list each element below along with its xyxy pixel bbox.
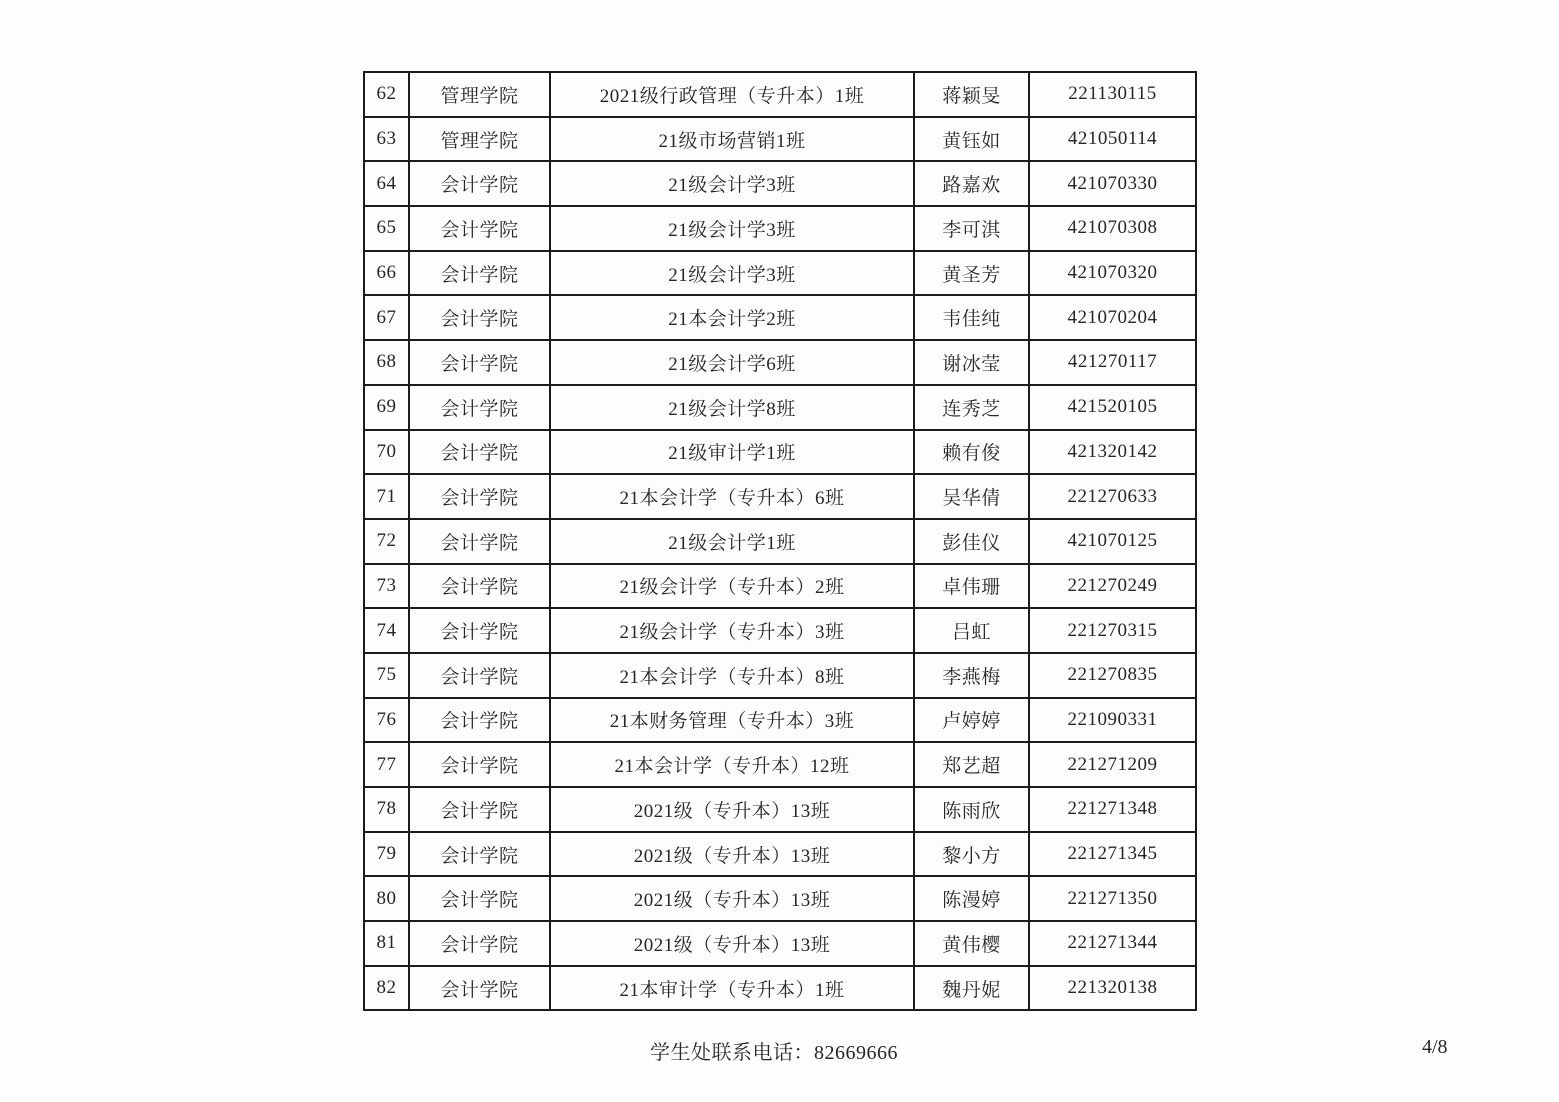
table-row	[364, 251, 1196, 296]
cell-no: 65	[364, 206, 409, 251]
cell-id: 221270249	[1029, 564, 1196, 609]
cell-id: 221270633	[1029, 474, 1196, 519]
cell-no: 68	[364, 340, 409, 385]
table-row	[364, 206, 1196, 251]
cell-college: 会计学院	[409, 161, 550, 206]
cell-name: 黎小方	[914, 832, 1029, 877]
cell-no: 66	[364, 251, 409, 296]
cell-no: 70	[364, 430, 409, 475]
cell-no: 63	[364, 117, 409, 162]
cell-name: 黄伟樱	[914, 921, 1029, 966]
cell-no: 67	[364, 295, 409, 340]
cell-name: 卢婷婷	[914, 698, 1029, 743]
cell-no: 81	[364, 921, 409, 966]
cell-no: 69	[364, 385, 409, 430]
cell-class: 21本审计学（专升本）1班	[550, 966, 914, 1011]
cell-college: 会计学院	[409, 340, 550, 385]
cell-no: 79	[364, 832, 409, 877]
cell-college: 会计学院	[409, 787, 550, 832]
cell-class: 21本会计学（专升本）8班	[550, 653, 914, 698]
cell-class: 21本会计学（专升本）12班	[550, 742, 914, 787]
table-row	[364, 474, 1196, 519]
cell-id: 221271345	[1029, 832, 1196, 877]
cell-name: 卓伟珊	[914, 564, 1029, 609]
cell-id: 421070330	[1029, 161, 1196, 206]
cell-class: 21级会计学3班	[550, 161, 914, 206]
table-row	[364, 385, 1196, 430]
page-number: 4/8	[1422, 1036, 1448, 1058]
table-row	[364, 742, 1196, 787]
cell-college: 会计学院	[409, 698, 550, 743]
cell-college: 会计学院	[409, 832, 550, 877]
cell-class: 21级市场营销1班	[550, 117, 914, 162]
cell-no: 82	[364, 966, 409, 1011]
cell-college: 会计学院	[409, 564, 550, 609]
cell-no: 76	[364, 698, 409, 743]
cell-college: 会计学院	[409, 742, 550, 787]
cell-college: 会计学院	[409, 966, 550, 1011]
cell-class: 21级会计学6班	[550, 340, 914, 385]
cell-college: 会计学院	[409, 519, 550, 564]
footer-contact-text: 学生处联系电话：82669666	[650, 1042, 898, 1064]
cell-class: 2021级行政管理（专升本）1班	[550, 72, 914, 117]
cell-name: 谢冰莹	[914, 340, 1029, 385]
cell-college: 会计学院	[409, 295, 550, 340]
cell-id: 421050114	[1029, 117, 1196, 162]
cell-class: 2021级（专升本）13班	[550, 832, 914, 877]
cell-college: 会计学院	[409, 474, 550, 519]
cell-class: 21级会计学（专升本）3班	[550, 608, 914, 653]
cell-name: 彭佳仪	[914, 519, 1029, 564]
cell-college: 会计学院	[409, 876, 550, 921]
cell-name: 李燕梅	[914, 653, 1029, 698]
cell-no: 78	[364, 787, 409, 832]
table-row	[364, 921, 1196, 966]
cell-id: 221271348	[1029, 787, 1196, 832]
cell-class: 21级会计学8班	[550, 385, 914, 430]
table-row	[364, 295, 1196, 340]
cell-class: 21本财务管理（专升本）3班	[550, 698, 914, 743]
cell-no: 64	[364, 161, 409, 206]
cell-id: 221271350	[1029, 876, 1196, 921]
student-roster-table	[363, 71, 1197, 1011]
table-row	[364, 876, 1196, 921]
cell-no: 74	[364, 608, 409, 653]
cell-class: 21级会计学3班	[550, 206, 914, 251]
cell-college: 会计学院	[409, 385, 550, 430]
cell-id: 221320138	[1029, 966, 1196, 1011]
table-row	[364, 698, 1196, 743]
cell-no: 80	[364, 876, 409, 921]
cell-name: 吕虹	[914, 608, 1029, 653]
cell-class: 21级会计学3班	[550, 251, 914, 296]
cell-id: 221271209	[1029, 742, 1196, 787]
cell-college: 管理学院	[409, 72, 550, 117]
cell-college: 会计学院	[409, 430, 550, 475]
cell-name: 路嘉欢	[914, 161, 1029, 206]
cell-no: 75	[364, 653, 409, 698]
cell-id: 421070320	[1029, 251, 1196, 296]
cell-name: 蒋颖旻	[914, 72, 1029, 117]
cell-id: 421070204	[1029, 295, 1196, 340]
cell-name: 赖有俊	[914, 430, 1029, 475]
cell-college: 会计学院	[409, 206, 550, 251]
cell-class: 2021级（专升本）13班	[550, 787, 914, 832]
table-row	[364, 966, 1196, 1011]
table-row	[364, 787, 1196, 832]
cell-name: 陈雨欣	[914, 787, 1029, 832]
cell-id: 421070125	[1029, 519, 1196, 564]
cell-id: 221271344	[1029, 921, 1196, 966]
cell-no: 62	[364, 72, 409, 117]
table-row	[364, 161, 1196, 206]
cell-college: 会计学院	[409, 921, 550, 966]
cell-name: 黄圣芳	[914, 251, 1029, 296]
cell-class: 21本会计学（专升本）6班	[550, 474, 914, 519]
cell-class: 21级审计学1班	[550, 430, 914, 475]
cell-name: 陈漫婷	[914, 876, 1029, 921]
cell-id: 421520105	[1029, 385, 1196, 430]
cell-id: 421320142	[1029, 430, 1196, 475]
table-row	[364, 72, 1196, 117]
cell-class: 21本会计学2班	[550, 295, 914, 340]
cell-college: 会计学院	[409, 608, 550, 653]
cell-name: 吴华倩	[914, 474, 1029, 519]
student-roster-table-body	[364, 72, 1196, 1010]
cell-class: 21级会计学（专升本）2班	[550, 564, 914, 609]
table-row	[364, 519, 1196, 564]
cell-class: 2021级（专升本）13班	[550, 876, 914, 921]
cell-college: 会计学院	[409, 653, 550, 698]
table-row	[364, 608, 1196, 653]
cell-name: 魏丹妮	[914, 966, 1029, 1011]
table-row	[364, 117, 1196, 162]
cell-id: 221130115	[1029, 72, 1196, 117]
cell-college: 会计学院	[409, 251, 550, 296]
cell-no: 73	[364, 564, 409, 609]
cell-no: 72	[364, 519, 409, 564]
cell-name: 连秀芝	[914, 385, 1029, 430]
cell-name: 李可淇	[914, 206, 1029, 251]
cell-class: 21级会计学1班	[550, 519, 914, 564]
cell-name: 韦佳纯	[914, 295, 1029, 340]
table-row	[364, 653, 1196, 698]
cell-class: 2021级（专升本）13班	[550, 921, 914, 966]
cell-name: 郑艺超	[914, 742, 1029, 787]
cell-name: 黄钰如	[914, 117, 1029, 162]
table-row	[364, 832, 1196, 877]
table-row	[364, 564, 1196, 609]
table-row	[364, 430, 1196, 475]
cell-no: 71	[364, 474, 409, 519]
cell-id: 421070308	[1029, 206, 1196, 251]
cell-id: 421270117	[1029, 340, 1196, 385]
cell-id: 221090331	[1029, 698, 1196, 743]
cell-no: 77	[364, 742, 409, 787]
cell-college: 管理学院	[409, 117, 550, 162]
table-row	[364, 340, 1196, 385]
cell-id: 221270315	[1029, 608, 1196, 653]
cell-id: 221270835	[1029, 653, 1196, 698]
